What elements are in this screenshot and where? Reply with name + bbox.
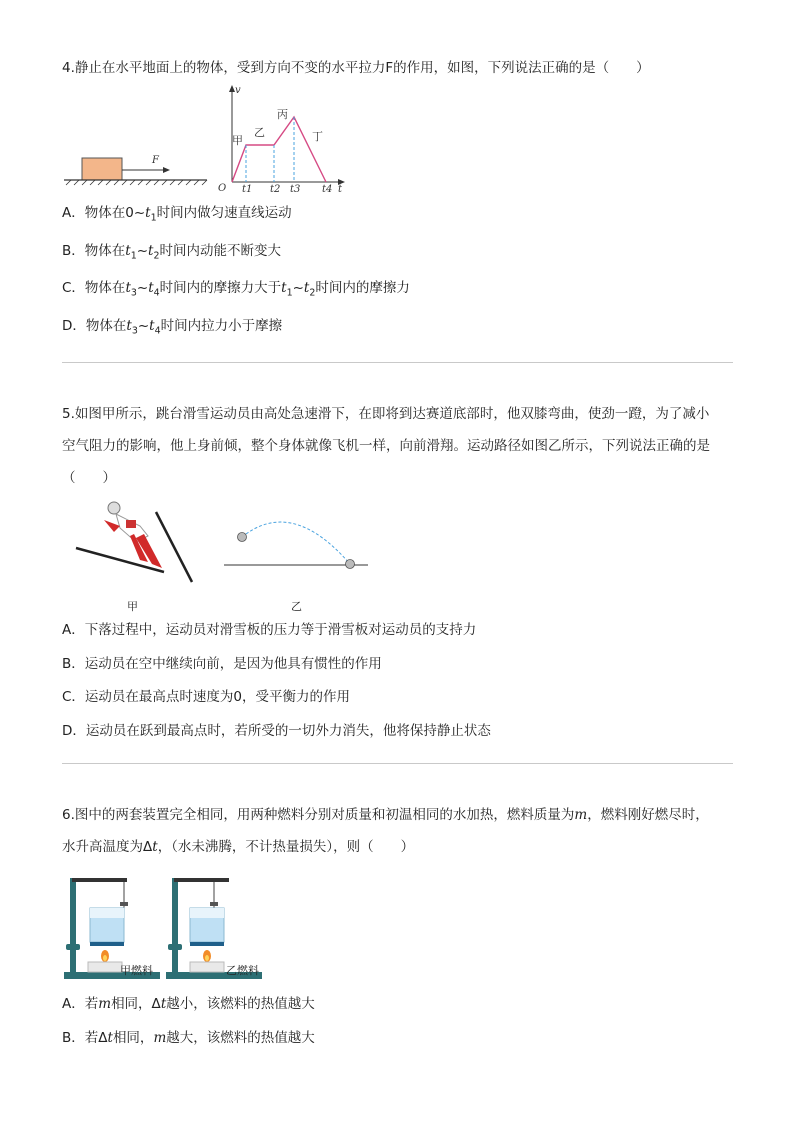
q4-stem: 4.静止在水平地面上的物体，受到方向不变的水平拉力F的作用，如图，下列说法正确的是（ ） (62, 60, 650, 76)
q6-option-b[interactable]: B．若Δt相同，m越大，该燃料的热值越大 (62, 1030, 315, 1046)
q4-option-a[interactable]: A．物体在$0\sim t_1$时间内做匀速直线运动 (62, 205, 292, 224)
q4-option-d[interactable]: D．物体在$t_3\sim t_4$时间内拉力小于摩擦 (62, 318, 283, 337)
end-ball (346, 560, 355, 569)
stage-label-jia: 甲 (232, 134, 243, 147)
tick-t4: t4 (322, 184, 333, 195)
q5-option-d[interactable]: D．运动员在跃到最高点时，若所受的一切外力消失，他将保持静止状态 (62, 723, 491, 739)
force-label: F (152, 155, 159, 166)
q5-stem-line1: 5.如图甲所示，跳台滑雪运动员由高处急速滑下，在即将到达赛道底部时，他双膝弯曲，使劲一蹬，为了减小 (62, 406, 710, 422)
tick-t1: t1 (242, 184, 253, 195)
q4-option-c[interactable]: C．物体在$t_3\sim t_4$时间内的摩擦力大于$t_1\sim t_2$时间内的摩擦力 (62, 280, 410, 299)
t-axis-label: t (338, 184, 343, 195)
q4-block-figure (62, 148, 212, 188)
tick-t3: t3 (290, 184, 301, 195)
divider (62, 763, 733, 764)
trajectory-figure (220, 512, 370, 576)
q5-option-b[interactable]: B．运动员在空中继续向前，是因为他具有惯性的作用 (62, 656, 382, 672)
divider (62, 362, 733, 363)
fig-label-jia: 甲 (127, 600, 138, 613)
q5-stem-line2: 空气阻力的影响，他上身前倾，整个身体就像飞机一样，向前滑翔。运动路径如图乙所示，下列说法正确的是 (62, 438, 710, 454)
skier-helmet (108, 502, 120, 514)
q4-option-b[interactable]: B．物体在$t_1\sim t_2$时间内动能不断变大 (62, 243, 281, 262)
q6-stem-line1: 6.图中的两套装置完全相同，用两种燃料分别对质量和初温相同的水加热，燃料质量为m，燃料刚好燃尽时， (62, 807, 709, 823)
q6-stem-line2: 水升高温度为Δt，（水未沸腾，不计热量损失），则（ ） (62, 839, 415, 855)
block (82, 158, 122, 180)
stage-label-ding: 丁 (312, 130, 323, 143)
q5-option-c[interactable]: C．运动员在最高点时速度为0，受平衡力的作用 (62, 689, 351, 705)
fuel-label-a: 甲燃料 (120, 964, 153, 977)
v-axis-label: v (235, 85, 241, 96)
q5-option-a[interactable]: A．下落过程中，运动员对滑雪板的压力等于滑雪板对运动员的支持力 (62, 622, 477, 638)
fuel-label-b: 乙燃料 (226, 964, 259, 977)
start-ball (238, 533, 247, 542)
skier-figure (74, 498, 198, 590)
trajectory-path (242, 522, 350, 564)
fig-label-yi: 乙 (291, 600, 302, 613)
stage-label-yi: 乙 (254, 126, 265, 139)
q5-stem-line3: （ ） (62, 470, 116, 486)
q6-option-a[interactable]: A．若m相同，Δt越小，该燃料的热值越大 (62, 996, 315, 1012)
tick-t2: t2 (270, 184, 281, 195)
q4-vt-graph (214, 84, 354, 196)
stage-label-bing: 丙 (277, 108, 288, 121)
origin-label: O (218, 183, 227, 194)
